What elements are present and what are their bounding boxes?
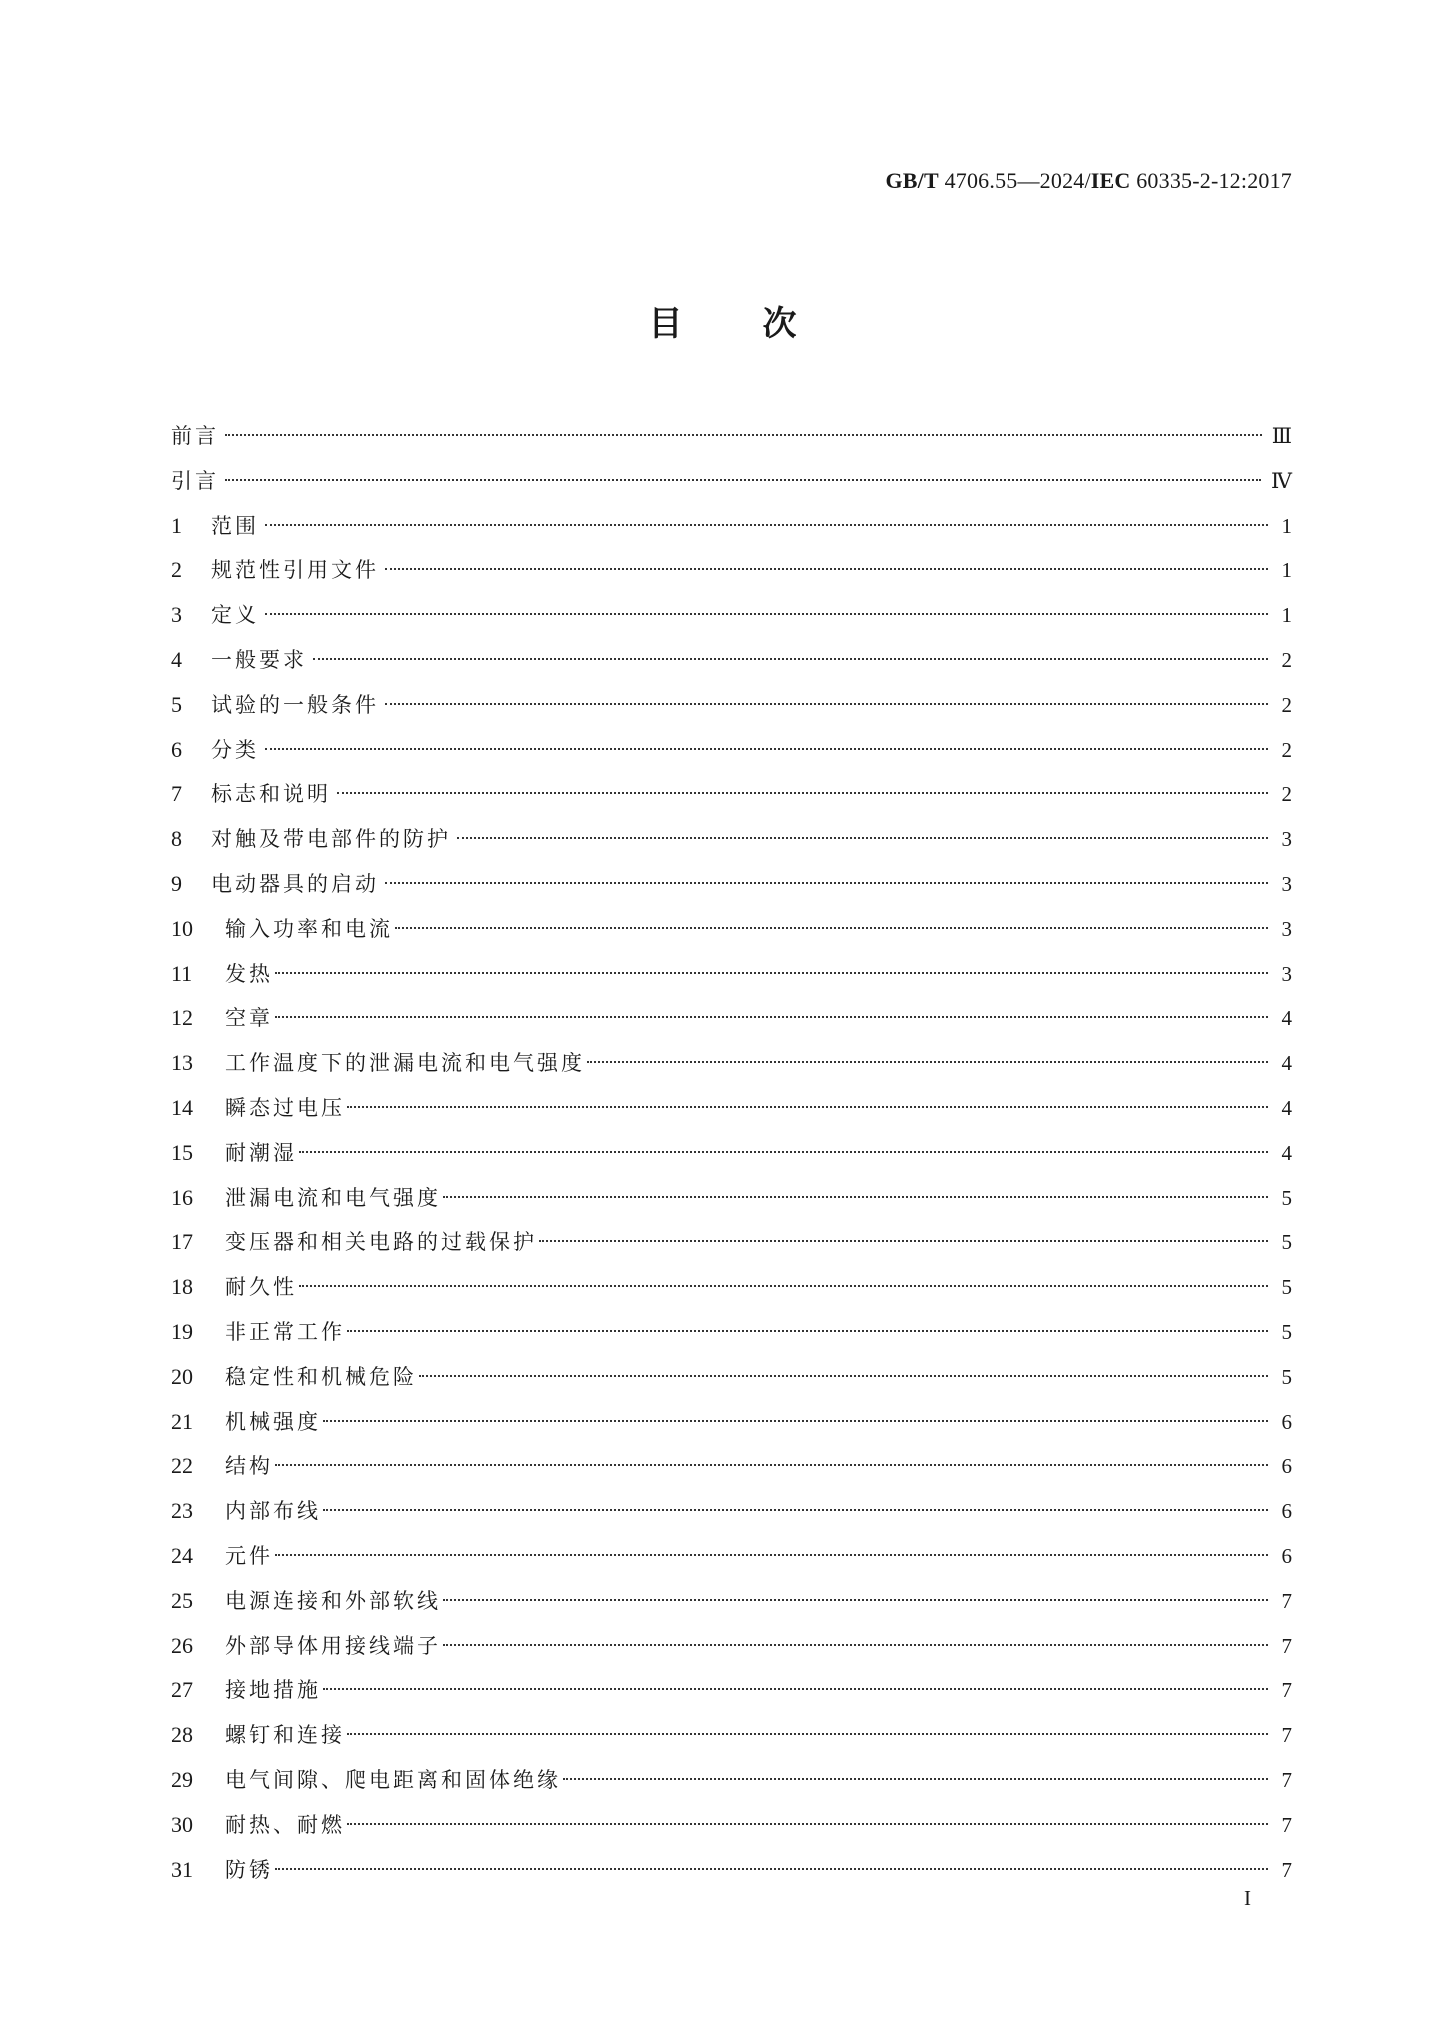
toc-dot-leader	[395, 927, 1268, 929]
toc-entry-number: 31	[171, 1856, 193, 1882]
toc-dot-leader	[347, 1330, 1268, 1332]
toc-entry-label: 非正常工作	[225, 1319, 345, 1344]
toc-entry-page: 5	[1281, 1275, 1292, 1300]
toc-entry-page: 1	[1281, 603, 1292, 628]
toc-entry-number: 16	[171, 1184, 193, 1210]
toc-entry[interactable]	[171, 1131, 1292, 1176]
standard-prefix: GB/T	[885, 168, 939, 193]
iec-number: 60335-2-12:2017	[1130, 168, 1292, 193]
toc-entry-label: 规范性引用文件	[211, 558, 379, 583]
toc-entry-page: 6	[1281, 1409, 1292, 1434]
toc-dot-leader	[443, 1644, 1268, 1646]
toc-entry[interactable]	[171, 638, 1292, 683]
toc-entry-page: 5	[1281, 1230, 1292, 1255]
toc-entry-label: 引言	[171, 468, 219, 493]
toc-dot-leader	[323, 1420, 1268, 1422]
toc-entry-number: 10	[171, 915, 193, 941]
toc-entry-label: 稳定性和机械危险	[225, 1364, 417, 1389]
iec-prefix: IEC	[1090, 168, 1131, 193]
toc-entry[interactable]	[171, 1713, 1292, 1758]
toc-dot-leader	[563, 1778, 1268, 1780]
toc-entry[interactable]	[171, 1220, 1292, 1265]
toc-entry-number: 27	[171, 1677, 193, 1703]
toc-entry-page: Ⅲ	[1271, 424, 1292, 448]
toc-entry-label: 电动器具的启动	[211, 871, 379, 896]
toc-entry-page: 7	[1281, 1588, 1292, 1613]
toc-entry-number: 13	[171, 1050, 193, 1076]
toc-entry-page: 3	[1281, 827, 1292, 852]
toc-dot-leader	[225, 434, 1262, 436]
toc-entry-label: 内部布线	[225, 1499, 321, 1524]
toc-entry-label: 耐热、耐燃	[225, 1812, 345, 1837]
toc-entry-page: 7	[1281, 1767, 1292, 1792]
toc-entry-page: 1	[1281, 558, 1292, 583]
toc-entry-label: 电源连接和外部软线	[225, 1588, 441, 1613]
toc-dot-leader	[323, 1688, 1268, 1690]
toc-entry[interactable]	[171, 1400, 1292, 1445]
toc-entry-number: 20	[171, 1363, 193, 1389]
toc-entry-label: 泄漏电流和电气强度	[225, 1185, 441, 1210]
toc-entry-number: 24	[171, 1542, 193, 1568]
toc-entry-number: 4	[171, 646, 182, 672]
toc-dot-leader	[225, 479, 1261, 481]
toc-entry[interactable]	[171, 459, 1292, 504]
toc-entry-number: 14	[171, 1094, 193, 1120]
toc-entry[interactable]	[171, 1310, 1292, 1355]
toc-entry-label: 范围	[211, 513, 259, 538]
toc-entry[interactable]	[171, 1355, 1292, 1400]
toc-dot-leader	[457, 837, 1268, 839]
toc-entry[interactable]	[171, 548, 1292, 593]
toc-dot-leader	[313, 658, 1268, 660]
toc-entry-number: 19	[171, 1318, 193, 1344]
toc-entry-number: 23	[171, 1498, 193, 1524]
toc-entry[interactable]	[171, 504, 1292, 549]
document-header	[886, 168, 1293, 194]
toc-entry-label: 耐潮湿	[225, 1140, 297, 1165]
toc-entry-page: 7	[1281, 1678, 1292, 1703]
toc-entry-page: 7	[1281, 1812, 1292, 1837]
toc-entry-label: 分类	[211, 737, 259, 762]
toc-entry-number: 26	[171, 1632, 193, 1658]
toc-dot-leader	[539, 1240, 1268, 1242]
page-title: 目次	[648, 304, 877, 344]
toc-entry-page: 1	[1281, 513, 1292, 538]
toc-entry[interactable]	[171, 1624, 1292, 1669]
toc-entry-number: 8	[171, 826, 182, 852]
toc-dot-leader	[587, 1061, 1268, 1063]
toc-dot-leader	[265, 613, 1268, 615]
toc-entry-label: 试验的一般条件	[211, 692, 379, 717]
toc-dot-leader	[347, 1823, 1268, 1825]
toc-entry-page: 3	[1281, 916, 1292, 941]
toc-entry-number: 25	[171, 1587, 193, 1613]
toc-entry-page: 7	[1281, 1723, 1292, 1748]
toc-entry-number: 6	[171, 736, 182, 762]
toc-dot-leader	[299, 1285, 1268, 1287]
toc-entry-page: 5	[1281, 1364, 1292, 1389]
toc-entry[interactable]	[171, 1041, 1292, 1086]
toc-entry-number: 18	[171, 1274, 193, 1300]
toc-entry-number: 12	[171, 1005, 193, 1031]
toc-dot-leader	[265, 524, 1268, 526]
toc-entry-label: 耐久性	[225, 1275, 297, 1300]
toc-entry-number: 29	[171, 1766, 193, 1792]
toc-entry-page: 2	[1281, 647, 1292, 672]
toc-entry-label: 螺钉和连接	[225, 1723, 345, 1748]
toc-entry-number: 3	[171, 602, 182, 628]
toc-entry-number: 30	[171, 1811, 193, 1837]
toc-entry-label: 标志和说明	[211, 782, 331, 807]
toc-dot-leader	[443, 1599, 1268, 1601]
toc-entry-page: Ⅳ	[1271, 468, 1292, 493]
toc-dot-leader	[337, 792, 1268, 794]
toc-entry-number: 2	[171, 557, 182, 583]
toc-entry-number: 22	[171, 1453, 193, 1479]
toc-entry-label: 空章	[225, 1006, 273, 1031]
toc-entry-page: 4	[1281, 1095, 1292, 1120]
toc-entry-label: 变压器和相关电路的过载保护	[225, 1230, 537, 1255]
toc-dot-leader	[347, 1733, 1268, 1735]
toc-entry-number: 15	[171, 1139, 193, 1165]
toc-entry-label: 电气间隙、爬电距离和固体绝缘	[225, 1767, 561, 1792]
toc-entry-page: 3	[1281, 961, 1292, 986]
toc-entry[interactable]	[171, 952, 1292, 997]
table-of-contents	[171, 414, 1292, 1892]
toc-entry-page: 7	[1281, 1633, 1292, 1658]
toc-entry-label: 发热	[225, 961, 273, 986]
toc-dot-leader	[275, 1464, 1268, 1466]
toc-entry-label: 前言	[171, 424, 219, 448]
toc-entry-page: 2	[1281, 737, 1292, 762]
toc-entry-label: 对触及带电部件的防护	[211, 827, 451, 852]
toc-entry[interactable]	[171, 1265, 1292, 1310]
toc-entry-page: 4	[1281, 1006, 1292, 1031]
toc-entry-label: 防锈	[225, 1857, 273, 1882]
toc-dot-leader	[275, 1554, 1268, 1556]
toc-entry[interactable]	[171, 1489, 1292, 1534]
toc-dot-leader	[275, 1016, 1268, 1018]
toc-entry-number: 7	[171, 781, 182, 807]
toc-entry[interactable]	[171, 1534, 1292, 1579]
toc-entry[interactable]	[171, 1803, 1292, 1848]
toc-entry-label: 瞬态过电压	[225, 1095, 345, 1120]
toc-entry[interactable]	[171, 907, 1292, 952]
toc-entry[interactable]	[171, 1579, 1292, 1624]
page-number: I	[1244, 1886, 1251, 1910]
toc-entry-label: 接地措施	[225, 1678, 321, 1703]
toc-dot-leader	[275, 972, 1268, 974]
toc-dot-leader	[385, 568, 1268, 570]
toc-entry[interactable]	[171, 414, 1292, 459]
toc-entry-page: 3	[1281, 871, 1292, 896]
toc-dot-leader	[299, 1151, 1268, 1153]
toc-entry[interactable]	[171, 817, 1292, 862]
toc-entry[interactable]	[171, 1444, 1292, 1489]
toc-entry[interactable]	[171, 593, 1292, 638]
toc-entry[interactable]	[171, 772, 1292, 817]
toc-dot-leader	[385, 703, 1268, 705]
toc-entry-page: 4	[1281, 1051, 1292, 1076]
standard-number: 4706.55—2024/	[938, 168, 1091, 193]
toc-entry-label: 输入功率和电流	[225, 916, 393, 941]
toc-dot-leader	[347, 1106, 1268, 1108]
toc-dot-leader	[385, 882, 1268, 884]
toc-entry-label: 元件	[225, 1543, 273, 1568]
toc-entry-page: 6	[1281, 1543, 1292, 1568]
toc-entry[interactable]	[171, 683, 1292, 728]
toc-dot-leader	[323, 1509, 1268, 1511]
toc-entry[interactable]	[171, 1176, 1292, 1221]
toc-entry[interactable]	[171, 1668, 1292, 1713]
toc-dot-leader	[443, 1196, 1268, 1198]
toc-entry-number: 9	[171, 870, 182, 896]
toc-entry-label: 结构	[225, 1454, 273, 1479]
toc-entry[interactable]	[171, 1758, 1292, 1803]
toc-entry-label: 外部导体用接线端子	[225, 1633, 441, 1658]
toc-entry-page: 7	[1281, 1857, 1292, 1882]
toc-entry-number: 17	[171, 1229, 193, 1255]
toc-entry-label: 一般要求	[211, 647, 307, 672]
toc-entry-label: 机械强度	[225, 1409, 321, 1434]
toc-dot-leader	[265, 748, 1268, 750]
toc-entry[interactable]	[171, 996, 1292, 1041]
toc-entry-page: 6	[1281, 1499, 1292, 1524]
toc-entry-number: 5	[171, 691, 182, 717]
toc-entry-label: 定义	[211, 603, 259, 628]
toc-entry-page: 6	[1281, 1454, 1292, 1479]
toc-entry-number: 11	[171, 960, 193, 986]
toc-entry[interactable]	[171, 1848, 1292, 1893]
toc-dot-leader	[275, 1868, 1268, 1870]
toc-entry-page: 4	[1281, 1140, 1292, 1165]
toc-entry[interactable]	[171, 728, 1292, 773]
toc-entry-page: 5	[1281, 1319, 1292, 1344]
toc-entry-number: 21	[171, 1408, 193, 1434]
toc-dot-leader	[419, 1375, 1268, 1377]
toc-entry-number: 1	[171, 512, 182, 538]
toc-entry-page: 2	[1281, 692, 1292, 717]
toc-entry[interactable]	[171, 862, 1292, 907]
toc-entry-page: 5	[1281, 1185, 1292, 1210]
toc-entry-page: 2	[1281, 782, 1292, 807]
toc-entry[interactable]	[171, 1086, 1292, 1131]
toc-entry-number: 28	[171, 1722, 193, 1748]
toc-entry-label: 工作温度下的泄漏电流和电气强度	[225, 1051, 585, 1076]
